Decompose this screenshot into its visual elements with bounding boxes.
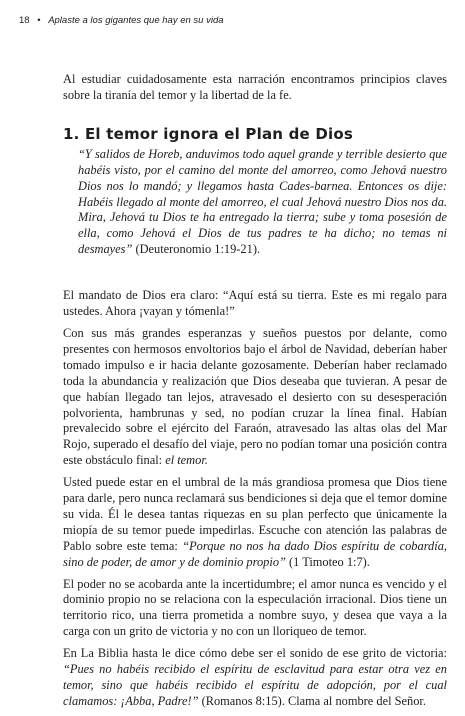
paragraph-3-reference: (1 Timoteo 1:7). — [285, 554, 370, 569]
quote-reference: (Deuteronomio 1:19-21). — [132, 242, 261, 257]
paragraph-3-quote: “Porque no nos ha dado Dios espíritu de cobardía, sino de poder, de amor y de dominio propio” — [63, 538, 447, 569]
paragraph-2-emphasis: el temor. — [165, 453, 208, 468]
paragraph-4: El poder no se acobarda ante la incertidumbre; el amor nunca es vencido y el dominio propio no se relaciona con la especulación irracional. Dios tiene un territorio rico, una tierra prometida a nombre suyo, y desea que vaya a la carga con un grito de victoria y no con un lloriqueo de temor. — [63, 576, 447, 639]
paragraph-3 — [63, 475, 447, 570]
section-heading — [63, 125, 447, 143]
intro-paragraph: Al estudiar cuidadosamente esta narración encontramos principios claves sobre la tiranía del temor y la libertad de la fe. — [63, 72, 447, 102]
paragraph-5-quote: “Pues no habéis recibido el espíritu de esclavitud para estar otra vez en temor, sino que habéis recibido el espíritu de adopción, por el cual clamamos: ¡Abba, Padre!” — [63, 662, 447, 708]
header-bullet: • — [37, 15, 41, 26]
paragraph-2-text: Con sus más grandes esperanzas y sueños puestos por delante, como presentes con hermosos envoltorios bajo el árbol de Navidad, deberían haber tomado impulso e ir hacia delante gozosamente. Deberían haber reclamado toda la abundancia y realización que Dios deseaba que tuvieran. A pesar de que habían llegado tan lejos, atravesado el desierto con su desesperación polvorienta, hambrunas y sed, no podían cruzar la línea final. Habían prevalecido sobre el ejército del Faraón, atravesado las altas olas del Mar Rojo, superado el desafío del viaje, pero no podían tomar una posición contra este obstáculo final: — [63, 325, 448, 468]
paragraph-2 — [63, 326, 447, 469]
paragraph-5-text: En La Biblia hasta le dice cómo debe ser el sonido de ese grito de victoria: — [63, 646, 447, 661]
book-title: Aplaste a los gigantes que hay en su vida — [48, 15, 224, 26]
scripture-quote — [63, 147, 447, 258]
page-number: 18 — [19, 15, 30, 26]
quote-text: “Y salidos de Horeb, anduvimos todo aquel grande y terrible desierto que habéis visto, por el camino del monte del amorreo, como Jehová nuestro Dios nos lo mandó; y llegamos hasta Cades-barnea. Entonces os dije: Habéis llegado al monte del amorreo, el cual Jehová nuestro Dios nos da. Mira, Jehová tu Dios te ha entregado la tierra; sube y toma posesión de ella, como Jehová el Dios de tus padres te ha dicho; no temas ni desmayes” — [78, 146, 447, 257]
paragraph-5 — [63, 646, 447, 710]
section-number: 1. — [63, 124, 80, 143]
paragraph-5-reference: (Romanos 8:15). Clama al nombre del Señor. — [198, 693, 426, 708]
running-header — [19, 15, 439, 26]
paragraph-1: El mandato de Dios era claro: “Aquí está su tierra. Este es mi regalo para ustedes. Ahora ¡vayan y tómenla!” — [63, 288, 447, 319]
paragraph-3-text: Usted puede estar en el umbral de la más grandiosa promesa que Dios tiene para darle, pero nunca reclamará sus bendiciones si deja que el temor domine su vida. Él le desea tantas riquezas en su plan perfecto que únicamente la miopía de su temor puede impedirlas. Escuche con atención las palabras de Pablo sobre este tema: — [63, 475, 447, 553]
page-content — [63, 72, 447, 716]
section-title: El temor ignora el Plan de Dios — [84, 124, 353, 143]
